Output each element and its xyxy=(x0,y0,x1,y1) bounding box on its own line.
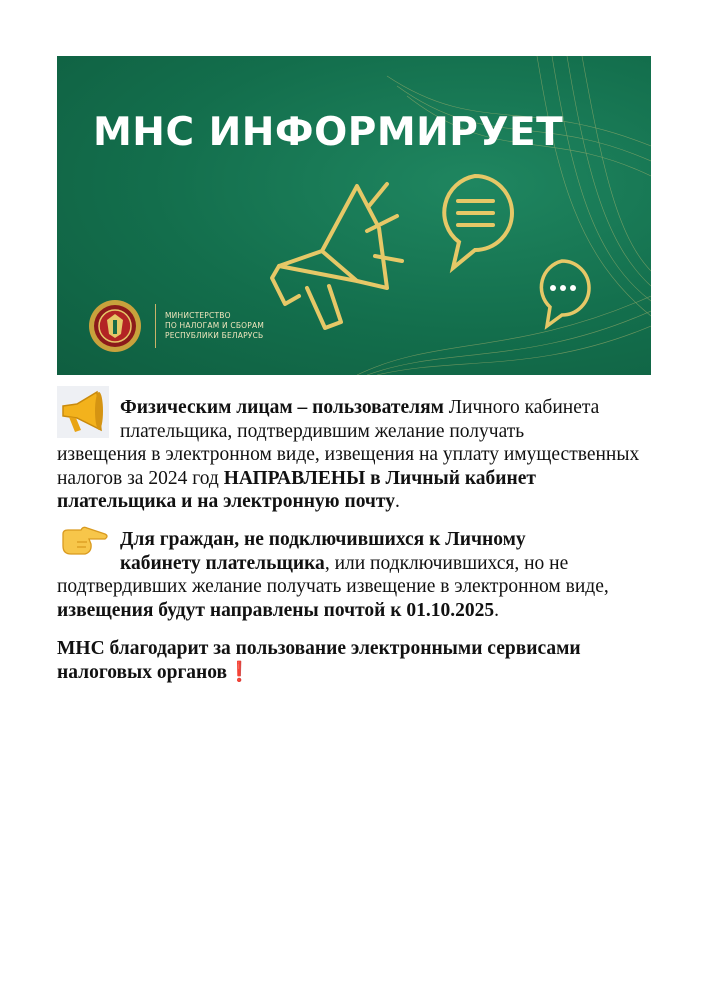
wave-lines-decoration xyxy=(357,56,651,375)
ministry-line: МИНИСТЕРСТВО xyxy=(165,311,231,320)
ministry-line: РЕСПУБЛИКИ БЕЛАРУСЬ xyxy=(165,331,264,340)
bold-text: кабинету плательщика xyxy=(120,552,325,574)
text: . xyxy=(395,491,400,512)
bold-text: Физическим лицам – пользователям xyxy=(120,397,444,418)
text: , или подключившихся, но не xyxy=(324,552,569,574)
ministry-divider xyxy=(155,304,156,348)
text: . xyxy=(494,599,500,621)
text: подтвердивших желание получать извещение в электронном виде, xyxy=(57,576,609,597)
text: извещения в электронном виде, извещения на уплату имущественных налогов за 2024 год xyxy=(57,444,640,489)
ministry-logo xyxy=(87,298,264,354)
paragraph-individuals xyxy=(57,396,657,514)
exclamation-icon: ❗ xyxy=(227,661,252,683)
ministry-line: ПО НАЛОГАМ И СБОРАМ xyxy=(165,321,265,330)
megaphone-icon xyxy=(272,184,402,328)
banner-title: МНС ИНФОРМИРУЕТ xyxy=(93,110,564,155)
bold-text: извещения будут направлены почтой к 01.10.2025 xyxy=(57,599,495,621)
ministry-emblem xyxy=(87,298,143,354)
bold-text: МНС благодарит за пользование электронными сервисами налоговых органов xyxy=(57,638,581,683)
bold-text: НАПРАВЛЕНЫ в Личный кабинет плательщика и на электронную почту xyxy=(57,467,537,512)
paragraph-not-connected xyxy=(57,528,657,622)
speech-bubble-dots-icon xyxy=(541,261,589,326)
bold-text: Для граждан, не подключившихся к Личному xyxy=(120,529,526,550)
speech-bubble-lines-icon xyxy=(444,176,512,268)
text: Личного кабинета xyxy=(443,397,600,418)
paragraph-thanks xyxy=(57,637,657,684)
ministry-name xyxy=(165,311,264,341)
banner xyxy=(57,56,651,375)
text: плательщика, подтвердившим желание получать xyxy=(120,420,525,442)
